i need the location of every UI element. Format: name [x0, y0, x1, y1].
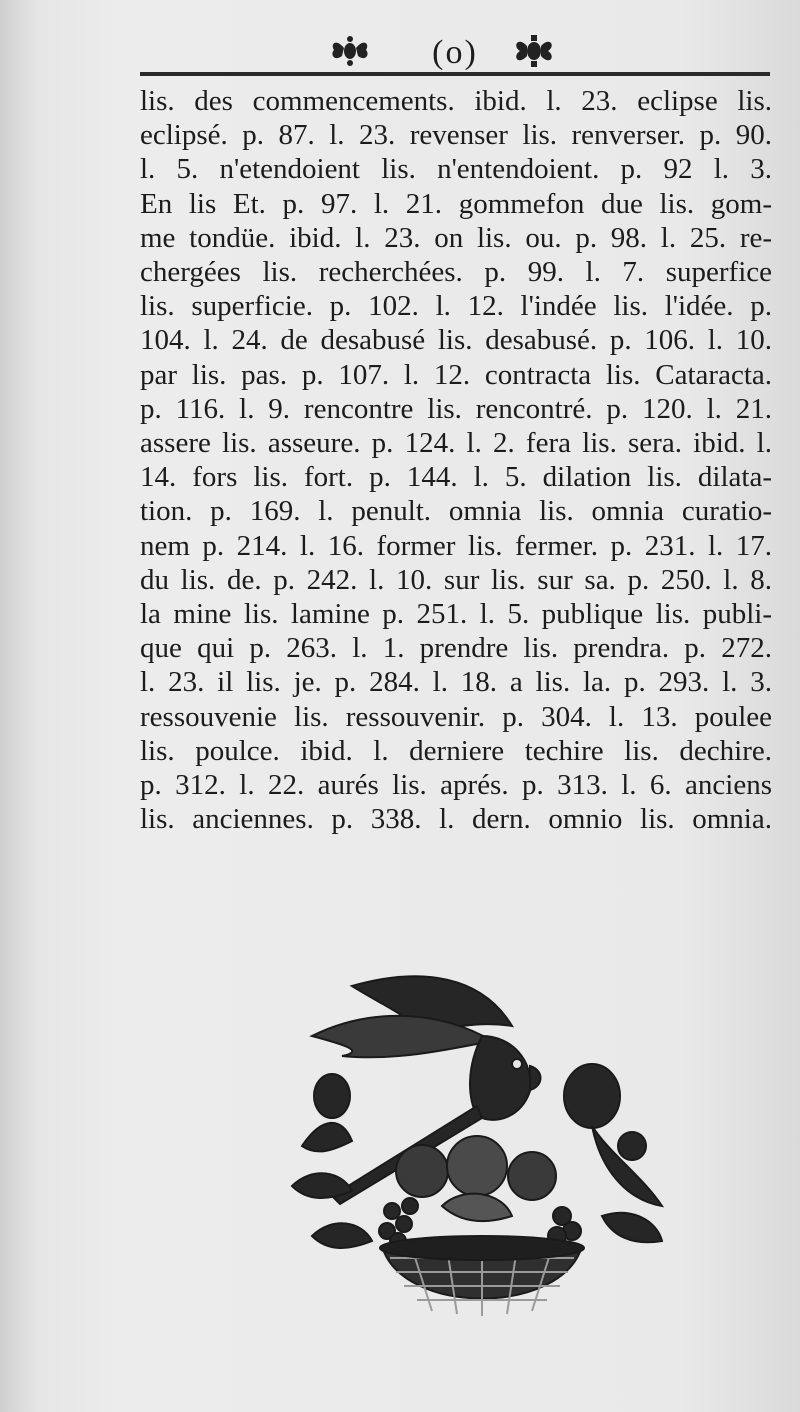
errata-line: me tondüe. ibid. l. 23. on lis. ou. p. 98. l. 25. re-: [140, 221, 772, 254]
page-header: [140, 28, 770, 80]
errata-line: nem p. 214. l. 16. former lis. fermer. p. 231. l. 17.: [140, 529, 772, 562]
parrot-fruit-basket-icon: [272, 966, 682, 1326]
errata-line: par lis. pas. p. 107. l. 12. contracta lis. Cataracta.: [140, 358, 772, 391]
errata-line: 14. fors lis. fort. p. 144. l. 5. dilation lis. dilata-: [140, 461, 772, 494]
errata-line: l. 23. il lis. je. p. 284. l. 18. a lis. la. p. 293. l. 3.: [140, 666, 772, 699]
errata-line: eclipsé. p. 87. l. 23. revenser lis. renverser. p. 90.: [140, 119, 772, 152]
printer-ornament-icon: [512, 34, 556, 68]
errata-line: 104. l. 24. de desabusé lis. desabusé. p. 106. l. 10.: [140, 324, 772, 357]
errata-line: lis. anciennes. p. 338. l. dern. omnio lis. omnia.: [140, 803, 772, 836]
errata-line: chergées lis. recherchées. p. 99. l. 7. superfice: [140, 256, 772, 289]
errata-line: p. 312. l. 22. aurés lis. aprés. p. 313. l. 6. anciens: [140, 769, 772, 802]
errata-line: lis. poulce. ibid. l. derniere techire lis. dechire.: [140, 734, 772, 767]
errata-line: lis. superficie. p. 102. l. 12. l'indée lis. l'idée. p.: [140, 290, 772, 323]
errata-line: p. 116. l. 9. rencontre lis. rencontré. p. 120. l. 21.: [140, 392, 772, 425]
errata-line: tion. p. 169. l. penult. omnia lis. omnia curatio-: [140, 495, 772, 528]
errata-line: lis. des commencements. ibid. l. 23. eclipse lis.: [140, 85, 772, 117]
errata-line: du lis. de. p. 242. l. 10. sur lis. sur sa. p. 250. l. 8.: [140, 563, 772, 596]
errata-line: la mine lis. lamine p. 251. l. 5. publique lis. publi-: [140, 598, 772, 631]
errata-line: ressouvenie lis. ressouvenir. p. 304. l. 13. poulee: [140, 700, 772, 733]
errata-line: assere lis. asseure. p. 124. l. 2. fera lis. sera. ibid. l.: [140, 427, 772, 460]
header-rule: [140, 72, 770, 76]
errata-text: [140, 84, 772, 836]
errata-line: que qui p. 263. l. 1. prendre lis. prendra. p. 272.: [140, 632, 772, 665]
page-number: (o): [432, 34, 478, 71]
errata-line: En lis Et. p. 97. l. 21. gommefon due lis. gom-: [140, 187, 772, 220]
errata-line: l. 5. n'etendoient lis. n'entendoient. p. 92 l. 3.: [140, 153, 772, 186]
